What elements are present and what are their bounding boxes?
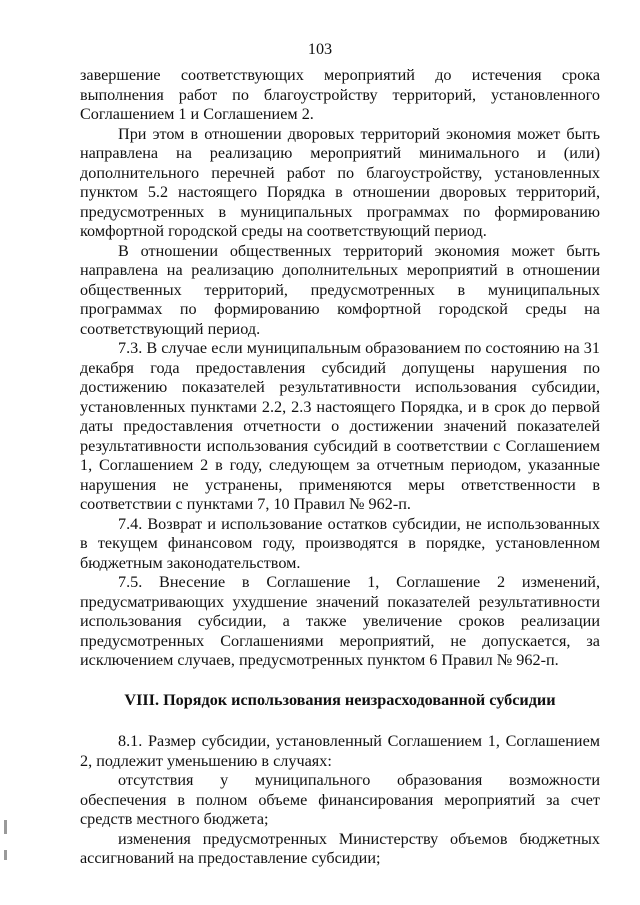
paragraph-7-3: 7.3. В случае если муниципальным образованием по состоянию на 31 декабря года предоставления субсидий допущены нарушения по достижению показателей результативности использования субсидии, установленных пунктами 2.2, 2.3 настоящего Порядка, и в срок до первой даты предоставления отчетности о достижении значений показателей результативности использования субсидий в соответствии с Соглашением 1, Соглашением 2 в году, следующем за отчетным периодом, указанные нарушения не устранены, применяются меры ответственности в соответствии с пунктами 7, 10 Правил № 962-п. <box>80 339 600 513</box>
paragraph-case-change: изменения предусмотренных Министерству объемов бюджетных ассигнований на предоставление субсидии; <box>80 829 600 867</box>
page-number: 103 <box>307 40 333 58</box>
paragraph-case-absence: отсутствия у муниципального образования возможности обеспечения в полном объеме финансирования мероприятий за счет средств местного бюджета; <box>80 771 600 828</box>
paragraph-courtyard-savings: При этом в отношении дворовых территорий экономия может быть направлена на реализацию мероприятий минимального и (или) дополнительного перечней работ по благоустройству, установленных пунктом 5.2 настоящего Порядка в отношении дворовых территорий, предусмотренных в муниципальных программах по формированию комфортной городской среды на соответствующий период. <box>80 124 600 240</box>
paragraph-7-5: 7.5. Внесение в Соглашение 1, Соглашение 2 изменений, предусматривающих ухудшение значений показателей результативности использования субсидии, а также увеличение сроков реализации предусмотренных Соглашениями мероприятий, не допускается, за исключением случаев, предусмотренных пунктом 6 Правил № 962-п. <box>80 573 600 669</box>
paragraph-8-1: 8.1. Размер субсидии, установленный Соглашением 1, Соглашением 2, подлежит уменьшению в случаях: <box>80 732 600 770</box>
paragraph-public-savings: В отношении общественных территорий экономия может быть направлена на реализацию дополнительных мероприятий в отношении общественных территорий, предусмотренных в муниципальных программах по формированию комфортной городской среды на соответствующий период. <box>80 241 600 338</box>
paragraph-7-4: 7.4. Возврат и использование остатков субсидии, не использованных в текущем финансовом году, производятся в порядке, установленном бюджетным законодательством. <box>80 514 600 572</box>
scan-edge-mark <box>4 820 7 834</box>
paragraph-continuation: завершение соответствующих мероприятий до истечения срока выполнения работ по благоустройству территорий, установленного Соглашением 1 и Соглашением 2. <box>80 66 600 123</box>
section-heading: VIII. Порядок использования неизрасходованной субсидии <box>124 690 556 709</box>
document-body <box>80 66 600 869</box>
scan-edge-mark <box>4 850 7 860</box>
